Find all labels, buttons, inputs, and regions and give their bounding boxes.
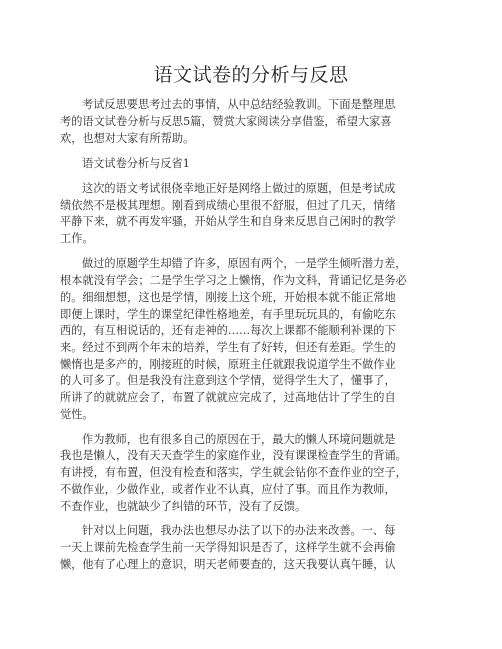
body-line: 来。经过不到两个年末的培养，学生有了好转，但还有差距。学生的	[60, 341, 396, 354]
body-line: 做过的原题学生却错了许多，原因有两个，一是学生倾听潜力差，	[82, 257, 407, 270]
body-line: 这次的语文考试很侥幸地正好是网络上做过的原题，但是考试成	[82, 182, 396, 195]
body-line: 针对以上问题，我办法也想尽办法了以下的办法来改善。一、每	[82, 524, 396, 537]
body-line: 不查作业，也就缺少了纠错的环节，没有了反馈。	[60, 500, 307, 513]
body-line: 的人可多了。但是我没有注意到这个学情，觉得学生大了，懂事了，	[60, 374, 396, 387]
body-line: 绩依然不是极其理想。刚看到成绩心里很不舒服，但过了几天，情绪	[60, 199, 396, 212]
body-line: 即便上课时，学生的课堂纪律性格地差，有手里玩玩具的，有偷吃东	[60, 308, 396, 321]
body-line: 根本就没有学会；二是学生学习之上懒惰，作为文科，背诵记忆是务必	[60, 274, 407, 287]
body-line: 工作。	[60, 232, 94, 245]
body-line: 一天上课前先检查学生前一天学得知识是否了，这样学生就不会再偷	[60, 541, 396, 554]
body-line: 懒，他有了心理上的意识，明天老师要查的，这天我要认真午睡，认	[60, 558, 396, 571]
body-line: 考试反思要思考过去的事情，从中总结经验教训。下面是整理思	[82, 98, 396, 111]
body-line: 懒惰也是多产的，刚接班的时候，原班主任就跟我说道学生不做作业	[60, 358, 396, 371]
body-line: 我也是懒人，没有天天查学生的家庭作业，没有课课检查学生的背诵。	[60, 449, 407, 462]
body-line: 考的语文试卷分析与反思5篇，赞赏大家阅读分享借鉴，希望大家喜	[60, 115, 392, 128]
body-line: 觉性。	[60, 408, 94, 421]
document-title: 语文试卷的分析与反思	[153, 64, 349, 86]
body-line: 有讲授，有布置，但没有检查和落实，学生就会钻你不查作业的空子，	[60, 466, 407, 479]
body-line: 的。细细想想，这也是学情，刚接上这个班，开始根本就不能正常地	[60, 291, 396, 304]
body-line: 作为教师，也有很多自己的原因在于，最大的懒人环境问题就是	[82, 433, 396, 446]
body-line: 西的，有互相说话的，还有走神的……每次上课都不能顺利补课的下	[60, 324, 396, 337]
body-line: 语文试卷分析与反省1	[82, 157, 190, 170]
body-line: 欢，也想对大家有所帮助。	[60, 132, 195, 145]
body-line: 平静下来，就不再发牢骚，开始从学生和自身来反思自己闲时的教学	[60, 215, 396, 228]
body-line: 所讲了的就就应会了，布置了就就应完成了，过高地估计了学生的自	[60, 391, 396, 404]
body-line: 不做作业，少做作业，或者作业不认真，应付了事。而且作为教师，	[60, 483, 396, 496]
